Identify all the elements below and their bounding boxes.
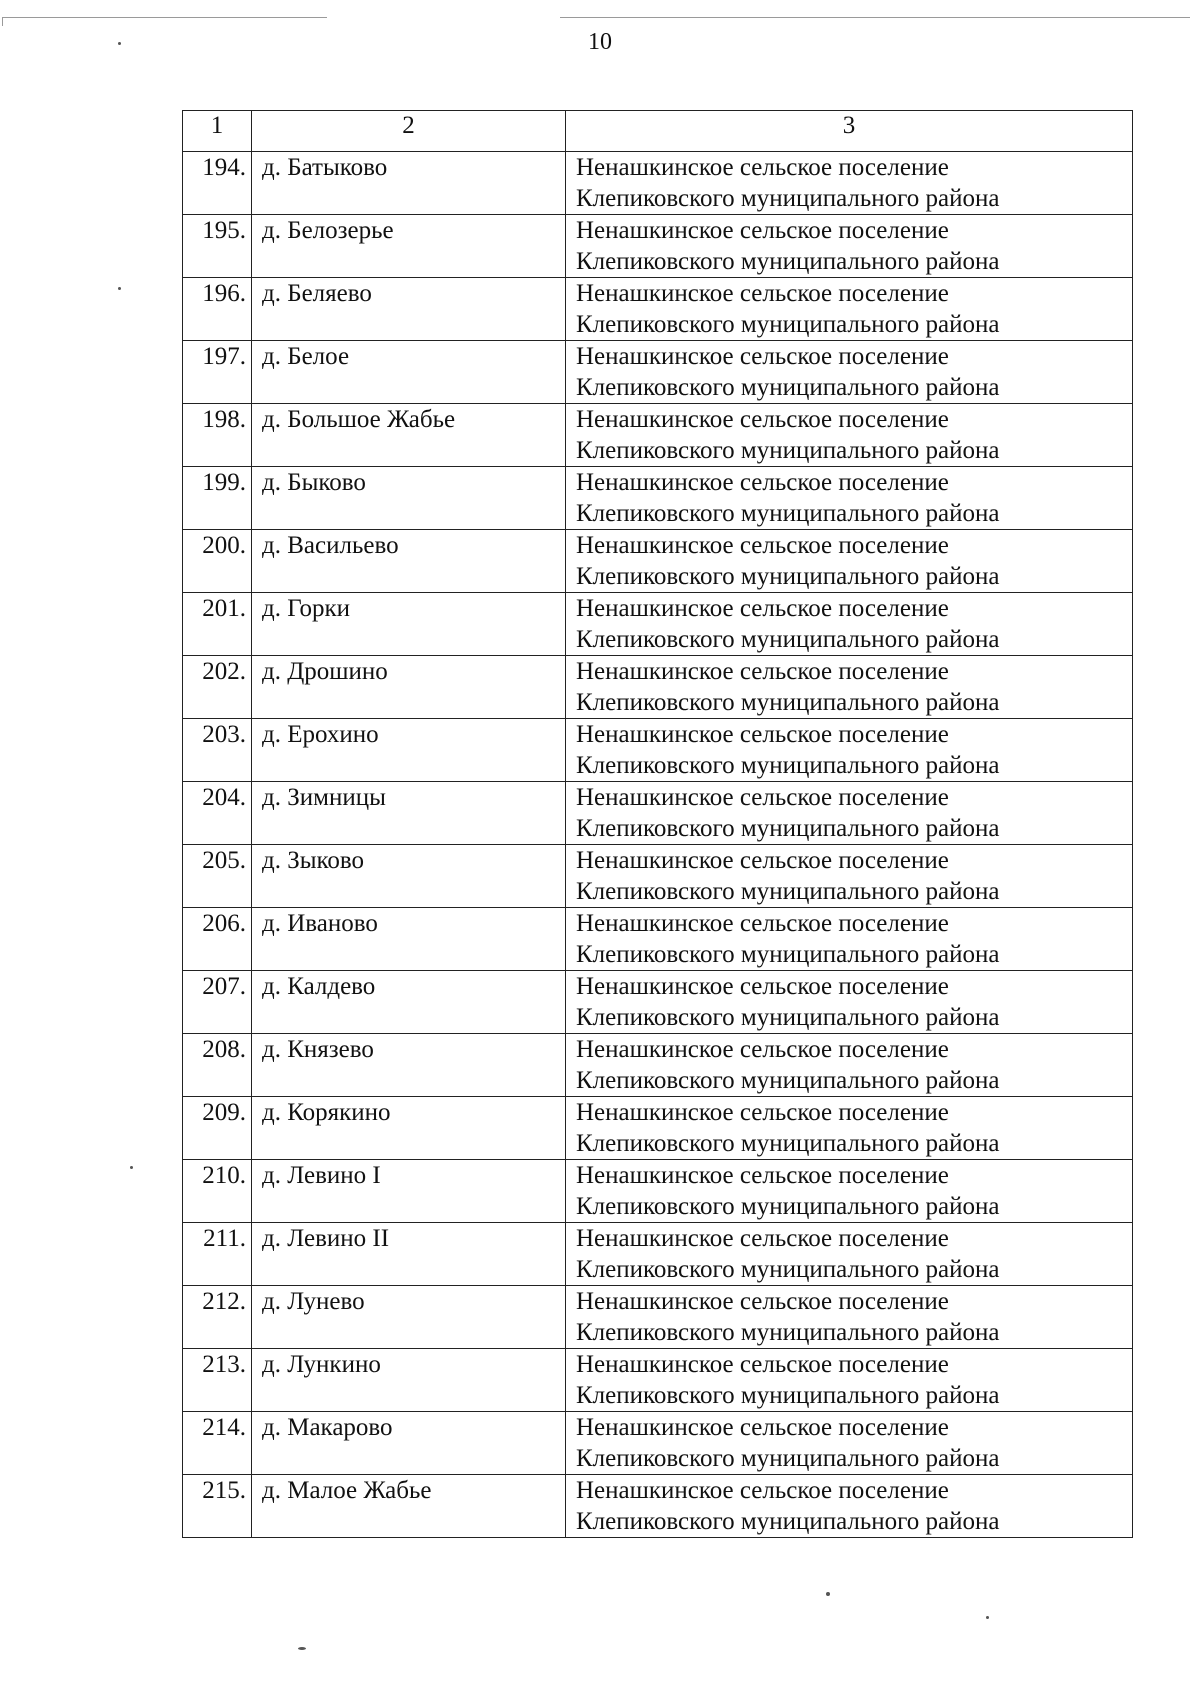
- row-number: 205.: [183, 845, 252, 908]
- municipality-line-1: Ненашкинское сельское поселение: [576, 1414, 949, 1441]
- table-row: [183, 152, 1133, 215]
- table-row: [183, 593, 1133, 656]
- settlement-name: д. Белое: [252, 341, 566, 404]
- row-number: 212.: [183, 1286, 252, 1349]
- table-row: [183, 1412, 1133, 1475]
- municipality-cell: [566, 908, 1133, 971]
- column-header-municipality: 3: [566, 111, 1133, 152]
- municipality-line-2: Клепиковского муниципального района: [576, 752, 1000, 779]
- row-number: 215.: [183, 1475, 252, 1538]
- table-row: [183, 1160, 1133, 1223]
- municipality-cell: [566, 1160, 1133, 1223]
- row-number: 202.: [183, 656, 252, 719]
- municipality-line-2: Клепиковского муниципального района: [576, 248, 1000, 275]
- municipality-line-2: Клепиковского муниципального района: [576, 563, 1000, 590]
- municipality-line-1: Ненашкинское сельское поселение: [576, 1036, 949, 1063]
- municipality-cell: [566, 530, 1133, 593]
- municipality-cell: [566, 845, 1133, 908]
- municipality-cell: [566, 278, 1133, 341]
- municipality-cell: [566, 1034, 1133, 1097]
- municipality-line-1: Ненашкинское сельское поселение: [576, 532, 949, 559]
- municipality-line-2: Клепиковского муниципального района: [576, 1319, 1000, 1346]
- scan-speck: [826, 1592, 830, 1596]
- settlement-name: д. Васильево: [252, 530, 566, 593]
- municipality-line-1: Ненашкинское сельское поселение: [576, 595, 949, 622]
- municipality-line-1: Ненашкинское сельское поселение: [576, 1351, 949, 1378]
- row-number: 204.: [183, 782, 252, 845]
- settlement-name: д. Быково: [252, 467, 566, 530]
- municipality-line-2: Клепиковского муниципального района: [576, 941, 1000, 968]
- row-number: 195.: [183, 215, 252, 278]
- municipality-line-1: Ненашкинское сельское поселение: [576, 406, 949, 433]
- column-header-number: 1: [183, 111, 252, 152]
- municipality-line-1: Ненашкинское сельское поселение: [576, 1099, 949, 1126]
- municipality-cell: [566, 1097, 1133, 1160]
- table-row: [183, 1475, 1133, 1538]
- municipality-line-2: Клепиковского муниципального района: [576, 1382, 1000, 1409]
- row-number: 203.: [183, 719, 252, 782]
- municipality-line-2: Клепиковского муниципального района: [576, 437, 1000, 464]
- table-row: [183, 404, 1133, 467]
- table-row: [183, 1034, 1133, 1097]
- table-body: [183, 152, 1133, 1538]
- settlement-name: д. Лунево: [252, 1286, 566, 1349]
- row-number: 210.: [183, 1160, 252, 1223]
- municipality-line-2: Клепиковского муниципального района: [576, 1067, 1000, 1094]
- table-row: [183, 656, 1133, 719]
- table-row: [183, 278, 1133, 341]
- row-number: 197.: [183, 341, 252, 404]
- municipality-line-1: Ненашкинское сельское поселение: [576, 1225, 949, 1252]
- municipality-cell: [566, 719, 1133, 782]
- table-row: [183, 1349, 1133, 1412]
- municipality-cell: [566, 593, 1133, 656]
- scan-speck: [118, 287, 121, 290]
- row-number: 208.: [183, 1034, 252, 1097]
- municipality-line-1: Ненашкинское сельское поселение: [576, 1162, 949, 1189]
- scan-edge-line-left: [2, 17, 327, 18]
- municipality-cell: [566, 467, 1133, 530]
- municipality-cell: [566, 1475, 1133, 1538]
- municipality-cell: [566, 215, 1133, 278]
- municipality-line-2: Клепиковского муниципального района: [576, 1193, 1000, 1220]
- settlement-name: д. Ерохино: [252, 719, 566, 782]
- settlement-name: д. Беляево: [252, 278, 566, 341]
- row-number: 207.: [183, 971, 252, 1034]
- scan-edge-tick: [2, 17, 3, 26]
- municipality-line-2: Клепиковского муниципального района: [576, 815, 1000, 842]
- settlement-name: д. Дрошино: [252, 656, 566, 719]
- scan-speck: [298, 1647, 306, 1650]
- settlement-name: д. Иваново: [252, 908, 566, 971]
- table-row: [183, 341, 1133, 404]
- table-row: [183, 719, 1133, 782]
- municipality-line-1: Ненашкинское сельское поселение: [576, 721, 949, 748]
- table-row: [183, 215, 1133, 278]
- municipality-line-2: Клепиковского муниципального района: [576, 689, 1000, 716]
- table-row: [183, 782, 1133, 845]
- settlement-name: д. Лункино: [252, 1349, 566, 1412]
- page-number: 10: [588, 29, 612, 55]
- municipality-line-1: Ненашкинское сельское поселение: [576, 658, 949, 685]
- municipality-line-1: Ненашкинское сельское поселение: [576, 1477, 949, 1504]
- settlement-name: д. Батыково: [252, 152, 566, 215]
- municipality-line-2: Клепиковского муниципального района: [576, 878, 1000, 905]
- municipality-cell: [566, 404, 1133, 467]
- row-number: 196.: [183, 278, 252, 341]
- settlements-table: [182, 110, 1133, 1538]
- row-number: 194.: [183, 152, 252, 215]
- row-number: 214.: [183, 1412, 252, 1475]
- scan-speck: [130, 1166, 133, 1169]
- row-number: 199.: [183, 467, 252, 530]
- settlement-name: д. Калдево: [252, 971, 566, 1034]
- row-number: 209.: [183, 1097, 252, 1160]
- row-number: 211.: [183, 1223, 252, 1286]
- table-row: [183, 467, 1133, 530]
- municipality-cell: [566, 1286, 1133, 1349]
- row-number: 206.: [183, 908, 252, 971]
- municipality-line-2: Клепиковского муниципального района: [576, 1508, 1000, 1535]
- municipality-line-2: Клепиковского муниципального района: [576, 1445, 1000, 1472]
- municipality-line-1: Ненашкинское сельское поселение: [576, 469, 949, 496]
- municipality-cell: [566, 1412, 1133, 1475]
- municipality-cell: [566, 656, 1133, 719]
- municipality-line-2: Клепиковского муниципального района: [576, 374, 1000, 401]
- settlement-name: д. Зыково: [252, 845, 566, 908]
- municipality-cell: [566, 1349, 1133, 1412]
- table-row: [183, 908, 1133, 971]
- table-row: [183, 845, 1133, 908]
- settlement-name: д. Корякино: [252, 1097, 566, 1160]
- municipality-line-2: Клепиковского муниципального района: [576, 311, 1000, 338]
- municipality-line-1: Ненашкинское сельское поселение: [576, 280, 949, 307]
- municipality-line-2: Клепиковского муниципального района: [576, 1256, 1000, 1283]
- municipality-line-1: Ненашкинское сельское поселение: [576, 847, 949, 874]
- municipality-cell: [566, 341, 1133, 404]
- settlement-name: д. Белозерье: [252, 215, 566, 278]
- table-row: [183, 1223, 1133, 1286]
- settlement-name: д. Левино I: [252, 1160, 566, 1223]
- municipality-cell: [566, 1223, 1133, 1286]
- settlement-name: д. Левино II: [252, 1223, 566, 1286]
- municipality-cell: [566, 782, 1133, 845]
- municipality-line-1: Ненашкинское сельское поселение: [576, 154, 949, 181]
- municipality-line-1: Ненашкинское сельское поселение: [576, 973, 949, 1000]
- table-row: [183, 530, 1133, 593]
- table-row: [183, 971, 1133, 1034]
- row-number: 200.: [183, 530, 252, 593]
- settlement-name: д. Князево: [252, 1034, 566, 1097]
- scan-speck: [986, 1616, 989, 1619]
- row-number: 198.: [183, 404, 252, 467]
- row-number: 213.: [183, 1349, 252, 1412]
- settlement-name: д. Зимницы: [252, 782, 566, 845]
- table-row: [183, 1286, 1133, 1349]
- municipality-line-2: Клепиковского муниципального района: [576, 500, 1000, 527]
- municipality-line-1: Ненашкинское сельское поселение: [576, 1288, 949, 1315]
- municipality-line-1: Ненашкинское сельское поселение: [576, 784, 949, 811]
- municipality-cell: [566, 152, 1133, 215]
- municipality-line-1: Ненашкинское сельское поселение: [576, 910, 949, 937]
- municipality-line-1: Ненашкинское сельское поселение: [576, 217, 949, 244]
- municipality-line-2: Клепиковского муниципального района: [576, 1130, 1000, 1157]
- settlement-name: д. Макарово: [252, 1412, 566, 1475]
- table-header-row: [183, 111, 1133, 152]
- settlement-name: д. Малое Жабье: [252, 1475, 566, 1538]
- municipality-cell: [566, 971, 1133, 1034]
- settlement-name: д. Большое Жабье: [252, 404, 566, 467]
- municipality-line-2: Клепиковского муниципального района: [576, 626, 1000, 653]
- settlement-name: д. Горки: [252, 593, 566, 656]
- municipality-line-1: Ненашкинское сельское поселение: [576, 343, 949, 370]
- table-row: [183, 1097, 1133, 1160]
- column-header-settlement: 2: [252, 111, 566, 152]
- row-number: 201.: [183, 593, 252, 656]
- municipality-line-2: Клепиковского муниципального района: [576, 185, 1000, 212]
- municipality-line-2: Клепиковского муниципального района: [576, 1004, 1000, 1031]
- scan-edge-line-right: [560, 17, 1190, 18]
